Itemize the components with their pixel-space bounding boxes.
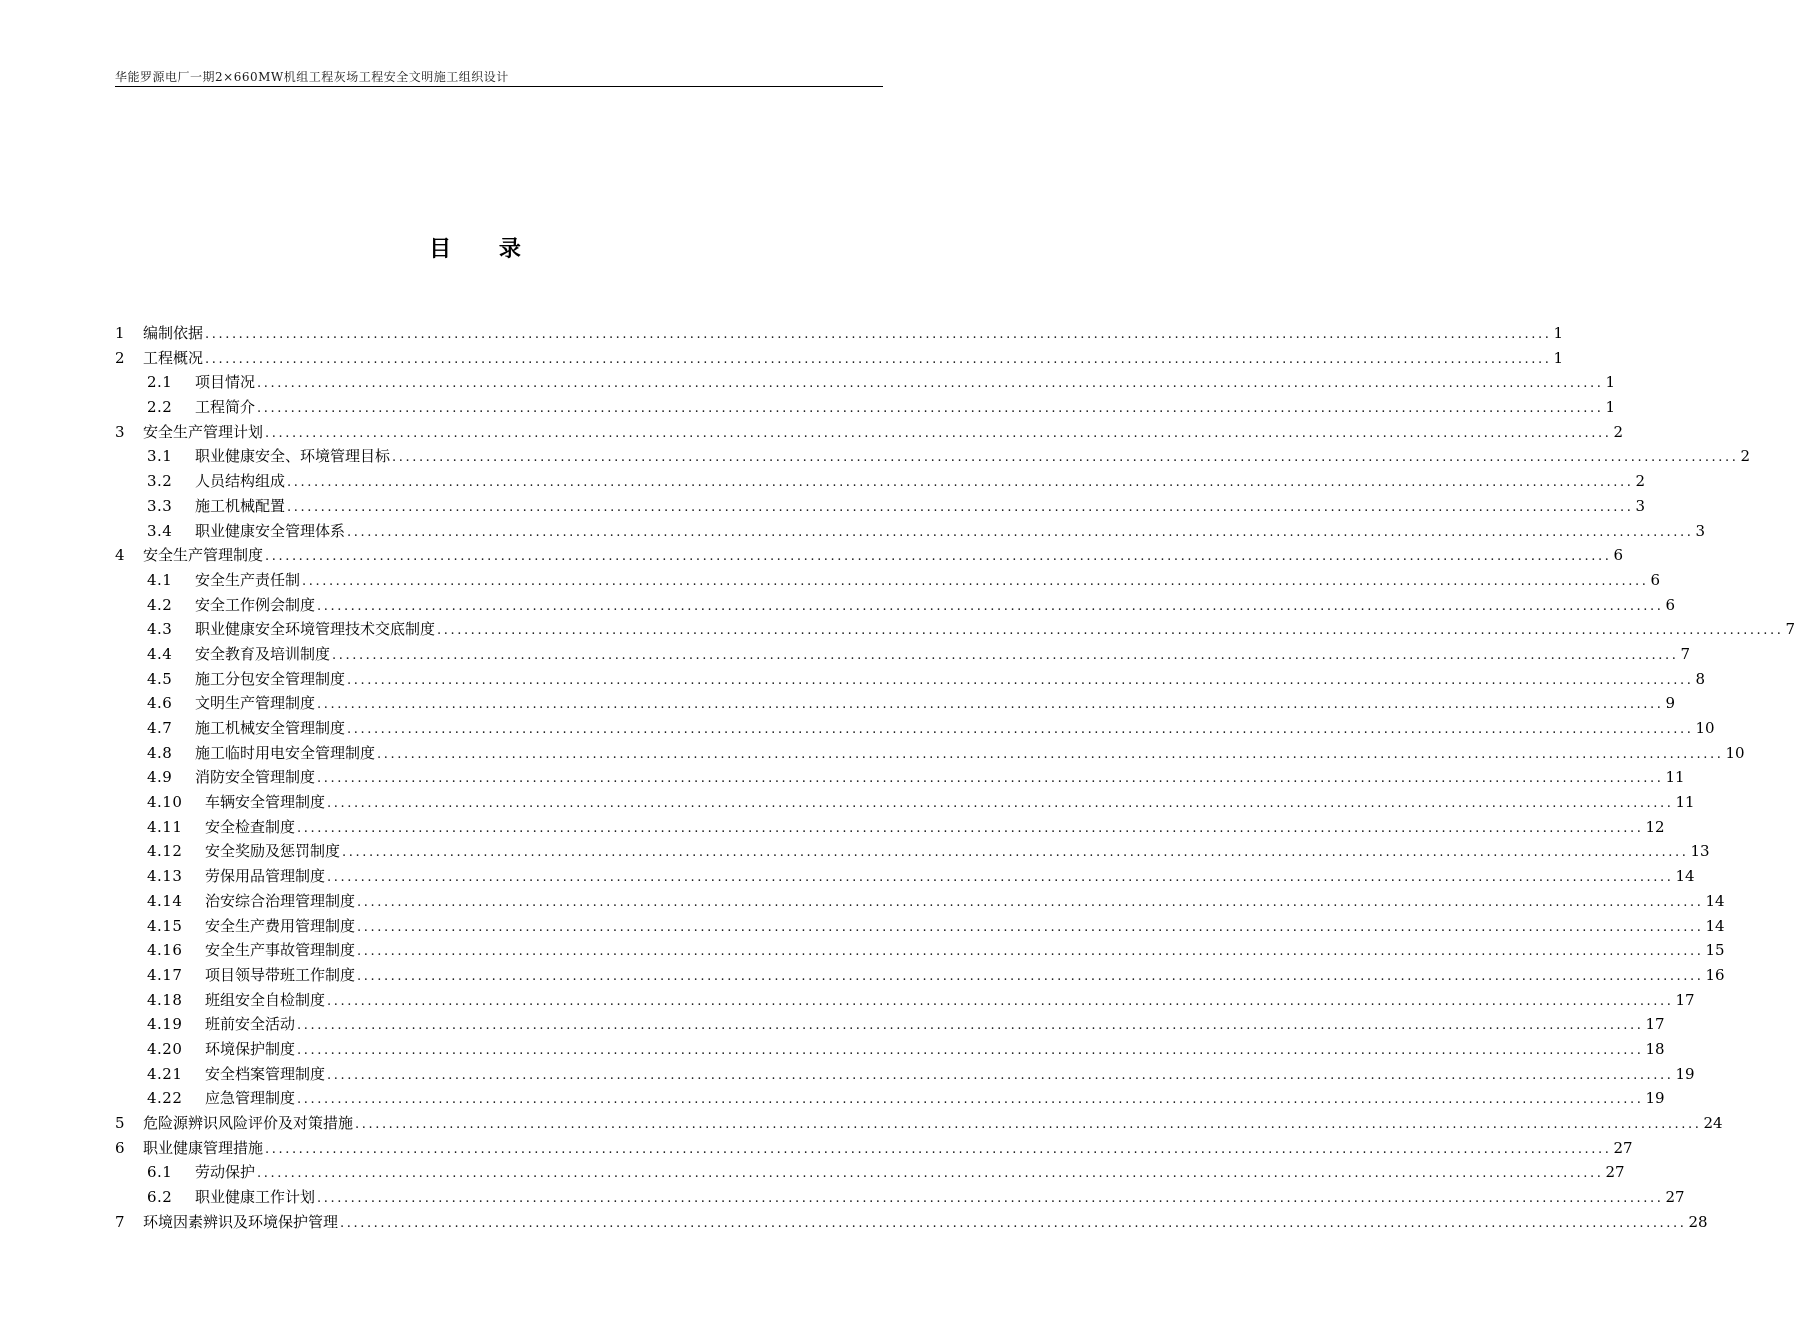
toc-entry-label: 安全奖励及惩罚制度 (205, 842, 341, 861)
toc-entry-page: 6 (1613, 546, 1624, 565)
toc-entry-number: 2 (115, 348, 125, 367)
toc-entry-page: 1 (1605, 373, 1616, 392)
toc-leader-dots: ........................................................................................................................................................................................................ (340, 1215, 1687, 1231)
toc-entry[interactable] (115, 717, 1715, 742)
toc-entry-number: 2.2 (147, 398, 173, 417)
toc-entry[interactable] (115, 322, 1564, 347)
toc-entry[interactable] (115, 569, 1661, 594)
toc-leader-dots: ........................................................................................................................................................................................................ (392, 450, 1739, 466)
toc-entry[interactable] (115, 964, 1725, 989)
toc-entry[interactable] (115, 668, 1706, 693)
toc-entry-page: 11 (1665, 768, 1685, 787)
toc-entry-number: 4.8 (147, 743, 173, 762)
toc-entry-number: 4.4 (147, 644, 173, 663)
toc-leader-dots: ........................................................................................................................................................................................................ (355, 1117, 1702, 1132)
toc-entry-label: 文明生产管理制度 (195, 694, 316, 713)
toc-entry[interactable] (115, 865, 1695, 890)
toc-title: 目 录 (429, 236, 541, 262)
toc-entry-label: 工程简介 (195, 398, 256, 417)
toc-entry-number: 3.4 (147, 521, 173, 540)
toc-entry-label: 安全生产事故管理制度 (205, 941, 356, 960)
toc-entry-page: 6 (1650, 570, 1661, 589)
toc-entry[interactable] (115, 1211, 1708, 1236)
toc-entry-label: 车辆安全管理制度 (205, 793, 326, 812)
toc-entry[interactable] (115, 1087, 1665, 1112)
toc-entry-label: 项目情况 (195, 373, 256, 392)
toc-leader-dots: ........................................................................................................................................................................................................ (342, 845, 1689, 861)
toc-entry-page: 12 (1645, 817, 1665, 836)
toc-entry[interactable] (115, 915, 1725, 940)
toc-leader-dots: ........................................................................................................................................................................................................ (357, 944, 1704, 960)
toc-leader-dots: ........................................................................................................................................................................................................ (265, 425, 1612, 441)
toc-entry-page: 27 (1605, 1163, 1625, 1182)
toc-entry-page: 9 (1665, 694, 1676, 713)
toc-leader-dots: ........................................................................................................................................................................................................ (327, 870, 1674, 886)
toc-entry-page: 7 (1785, 620, 1795, 639)
toc-entry-number: 3.1 (147, 447, 173, 466)
toc-leader-dots: ........................................................................................................................................................................................................ (205, 327, 1552, 342)
toc-leader-dots: ........................................................................................................................................................................................................ (287, 475, 1634, 491)
toc-entry-number: 5 (115, 1114, 125, 1132)
toc-entry[interactable] (115, 692, 1676, 717)
toc-leader-dots: ........................................................................................................................................................................................................ (437, 623, 1784, 639)
toc-entry-label: 职业健康安全、环境管理目标 (195, 447, 391, 466)
toc-entry-number: 4.16 (147, 941, 183, 960)
toc-entry-number: 4.6 (147, 694, 173, 713)
toc-entry[interactable] (115, 742, 1745, 767)
toc-entry-number: 6.1 (147, 1163, 173, 1182)
toc-entry[interactable] (115, 939, 1725, 964)
toc-entry[interactable] (115, 1013, 1665, 1038)
toc-entry[interactable] (115, 371, 1616, 396)
toc-leader-dots: ........................................................................................................................................................................................................ (205, 351, 1552, 367)
toc-entry-page: 2 (1613, 422, 1624, 441)
toc-entry-number: 7 (115, 1212, 125, 1231)
toc-entry-page: 27 (1665, 1188, 1685, 1207)
toc-entry-label: 安全生产管理制度 (143, 546, 264, 565)
toc-leader-dots: ........................................................................................................................................................................................................ (317, 771, 1664, 787)
toc-entry-label: 消防安全管理制度 (195, 768, 316, 787)
toc-leader-dots: ........................................................................................................................................................................................................ (302, 573, 1649, 589)
toc-entry[interactable] (115, 1186, 1685, 1211)
toc-leader-dots: ........................................................................................................................................................................................................ (257, 1166, 1604, 1182)
toc-entry-page: 11 (1675, 793, 1695, 812)
toc-entry-label: 工程概况 (143, 348, 204, 367)
toc-leader-dots: ........................................................................................................................................................................................................ (327, 1067, 1674, 1083)
toc-entry-label: 项目领导带班工作制度 (205, 965, 356, 984)
toc-entry-number: 4.14 (147, 891, 183, 910)
toc-entry-page: 14 (1705, 916, 1725, 935)
toc-entry-number: 4.12 (147, 842, 183, 861)
toc-entry-number: 4.19 (147, 1015, 183, 1034)
toc-leader-dots: ........................................................................................................................................................................................................ (357, 968, 1704, 984)
toc-entry-page: 14 (1675, 867, 1695, 886)
toc-entry-page: 10 (1695, 719, 1715, 737)
toc-entry[interactable] (115, 766, 1685, 791)
toc-entry-page: 24 (1703, 1114, 1723, 1132)
toc-leader-dots: ........................................................................................................................................................................................................ (257, 401, 1604, 417)
toc-leader-dots: ........................................................................................................................................................................................................ (377, 746, 1724, 762)
toc-leader-dots: ........................................................................................................................................................................................................ (357, 919, 1704, 935)
toc-entry-page: 27 (1613, 1138, 1633, 1157)
toc-entry-number: 4 (115, 546, 125, 565)
toc-entry-label: 人员结构组成 (195, 472, 286, 491)
toc-entry-label: 班前安全活动 (205, 1015, 296, 1034)
toc-entry-page: 13 (1690, 842, 1710, 861)
toc-leader-dots: ........................................................................................................................................................................................................ (327, 993, 1674, 1009)
toc-leader-dots: ........................................................................................................................................................................................................ (347, 524, 1694, 540)
toc-entry-page: 28 (1688, 1212, 1708, 1231)
toc-entry-label: 职业健康管理措施 (143, 1138, 264, 1157)
toc-entry-number: 3.2 (147, 472, 173, 491)
toc-entry-number: 4.15 (147, 916, 183, 935)
toc-leader-dots: ........................................................................................................................................................................................................ (297, 1092, 1644, 1108)
toc-leader-dots: ........................................................................................................................................................................................................ (317, 598, 1664, 614)
toc-entry[interactable] (115, 791, 1695, 816)
toc-entry-number: 3 (115, 422, 125, 441)
toc-entry-label: 安全教育及培训制度 (195, 644, 331, 663)
toc-entry-page: 1 (1605, 398, 1616, 417)
toc-entry-page: 1 (1553, 324, 1564, 342)
toc-entry-page: 16 (1705, 965, 1725, 984)
toc-entry[interactable] (115, 495, 1646, 520)
toc-entry-number: 4.10 (147, 793, 183, 812)
page-header (115, 64, 883, 87)
toc-leader-dots: ........................................................................................................................................................................................................ (287, 499, 1634, 515)
toc-entry-page: 8 (1695, 669, 1706, 688)
toc-leader-dots: ........................................................................................................................................................................................................ (347, 672, 1694, 688)
toc-leader-dots: ........................................................................................................................................................................................................ (297, 820, 1644, 836)
toc-entry-number: 1 (115, 324, 125, 342)
toc-leader-dots: ........................................................................................................................................................................................................ (327, 796, 1674, 812)
toc-entry[interactable] (115, 544, 1624, 569)
toc-entry-page: 3 (1695, 521, 1706, 540)
toc-entry-number: 4.21 (147, 1064, 183, 1083)
toc-entry-label: 应急管理制度 (205, 1089, 296, 1108)
toc-entry-number: 4.9 (147, 768, 173, 787)
header-title: 华能罗源电厂一期2×660MW机组工程灰场工程安全文明施工组织设计 (115, 70, 509, 84)
toc-entry[interactable] (115, 1038, 1665, 1063)
toc-leader-dots: ........................................................................................................................................................................................................ (265, 549, 1612, 565)
toc-entry-label: 环境因素辨识及环境保护管理 (143, 1212, 339, 1231)
toc-entry[interactable] (115, 1137, 1633, 1162)
toc-entry-page: 1 (1553, 348, 1564, 367)
toc-entry-page: 3 (1635, 496, 1646, 515)
toc-entry[interactable] (115, 520, 1706, 545)
toc-entry-label: 安全生产费用管理制度 (205, 916, 356, 935)
toc-entry[interactable] (115, 396, 1616, 421)
toc-entry-label: 安全工作例会制度 (195, 595, 316, 614)
toc-entry-label: 安全生产责任制 (195, 570, 301, 589)
table-of-contents (115, 322, 1795, 1235)
toc-entry-page: 2 (1740, 447, 1751, 466)
toc-entry[interactable] (115, 470, 1646, 495)
toc-entry-label: 施工机械安全管理制度 (195, 719, 346, 737)
toc-entry-number: 4.18 (147, 990, 183, 1009)
toc-entry-label: 劳保用品管理制度 (205, 867, 326, 886)
toc-entry-number: 4.5 (147, 669, 173, 688)
toc-entry-number: 4.17 (147, 965, 183, 984)
toc-leader-dots: ........................................................................................................................................................................................................ (317, 1191, 1664, 1207)
toc-entry-label: 职业健康安全环境管理技术交底制度 (195, 620, 436, 639)
toc-entry-number: 4.2 (147, 595, 173, 614)
toc-entry-number: 4.1 (147, 570, 173, 589)
toc-entry[interactable] (115, 594, 1676, 619)
toc-entry-number: 3.3 (147, 496, 173, 515)
toc-entry-page: 14 (1705, 891, 1725, 910)
toc-entry-page: 15 (1705, 941, 1725, 960)
toc-leader-dots: ........................................................................................................................................................................................................ (265, 1141, 1612, 1157)
toc-entry-number: 6 (115, 1138, 125, 1157)
toc-entry-label: 职业健康安全管理体系 (195, 521, 346, 540)
toc-entry[interactable] (115, 840, 1710, 865)
toc-entry-number: 2.1 (147, 373, 173, 392)
toc-entry-label: 劳动保护 (195, 1163, 256, 1182)
toc-entry[interactable] (115, 421, 1624, 446)
toc-entry[interactable] (115, 618, 1795, 643)
toc-entry-number: 4.7 (147, 719, 173, 737)
toc-entry-number: 4.22 (147, 1089, 183, 1108)
toc-entry[interactable] (115, 890, 1725, 915)
toc-entry-page: 19 (1675, 1064, 1695, 1083)
toc-entry-page: 17 (1645, 1015, 1665, 1034)
toc-leader-dots: ........................................................................................................................................................................................................ (357, 894, 1704, 910)
toc-entry-page: 10 (1725, 743, 1745, 762)
toc-leader-dots: ........................................................................................................................................................................................................ (297, 1042, 1644, 1058)
toc-entry-page: 19 (1645, 1089, 1665, 1108)
toc-entry[interactable] (115, 816, 1665, 841)
toc-entry[interactable] (115, 643, 1691, 668)
toc-entry-page: 7 (1680, 644, 1691, 663)
toc-entry-label: 施工分包安全管理制度 (195, 669, 346, 688)
toc-entry-number: 4.20 (147, 1039, 183, 1058)
toc-entry[interactable] (115, 1112, 1723, 1137)
toc-entry-label: 危险源辨识风险评价及对策措施 (143, 1114, 354, 1132)
toc-entry[interactable] (115, 1161, 1625, 1186)
toc-leader-dots: ........................................................................................................................................................................................................ (297, 1018, 1644, 1034)
toc-entry-label: 环境保护制度 (205, 1039, 296, 1058)
toc-entry-label: 职业健康工作计划 (195, 1188, 316, 1207)
toc-entry-number: 6.2 (147, 1188, 173, 1207)
toc-entry[interactable] (115, 1063, 1695, 1088)
toc-entry-number: 4.11 (147, 817, 183, 836)
toc-entry-number: 4.3 (147, 620, 173, 639)
toc-leader-dots: ........................................................................................................................................................................................................ (347, 722, 1694, 737)
toc-entry-label: 施工机械配置 (195, 496, 286, 515)
toc-entry-page: 18 (1645, 1039, 1665, 1058)
toc-entry-page: 6 (1665, 595, 1676, 614)
toc-entry-label: 安全生产管理计划 (143, 422, 264, 441)
toc-entry-label: 治安综合治理管理制度 (205, 891, 356, 910)
toc-entry[interactable] (115, 445, 1751, 470)
toc-entry-label: 安全检查制度 (205, 817, 296, 836)
toc-leader-dots: ........................................................................................................................................................................................................ (332, 647, 1679, 663)
toc-entry-page: 2 (1635, 472, 1646, 491)
toc-entry-label: 编制依据 (143, 324, 204, 342)
toc-leader-dots: ........................................................................................................................................................................................................ (257, 376, 1604, 392)
toc-entry-label: 施工临时用电安全管理制度 (195, 743, 376, 762)
toc-entry-number: 4.13 (147, 867, 183, 886)
toc-entry[interactable] (115, 989, 1695, 1014)
toc-entry-label: 安全档案管理制度 (205, 1064, 326, 1083)
toc-entry[interactable] (115, 347, 1564, 372)
toc-entry-label: 班组安全自检制度 (205, 990, 326, 1009)
toc-leader-dots: ........................................................................................................................................................................................................ (317, 697, 1664, 713)
toc-entry-page: 17 (1675, 990, 1695, 1009)
